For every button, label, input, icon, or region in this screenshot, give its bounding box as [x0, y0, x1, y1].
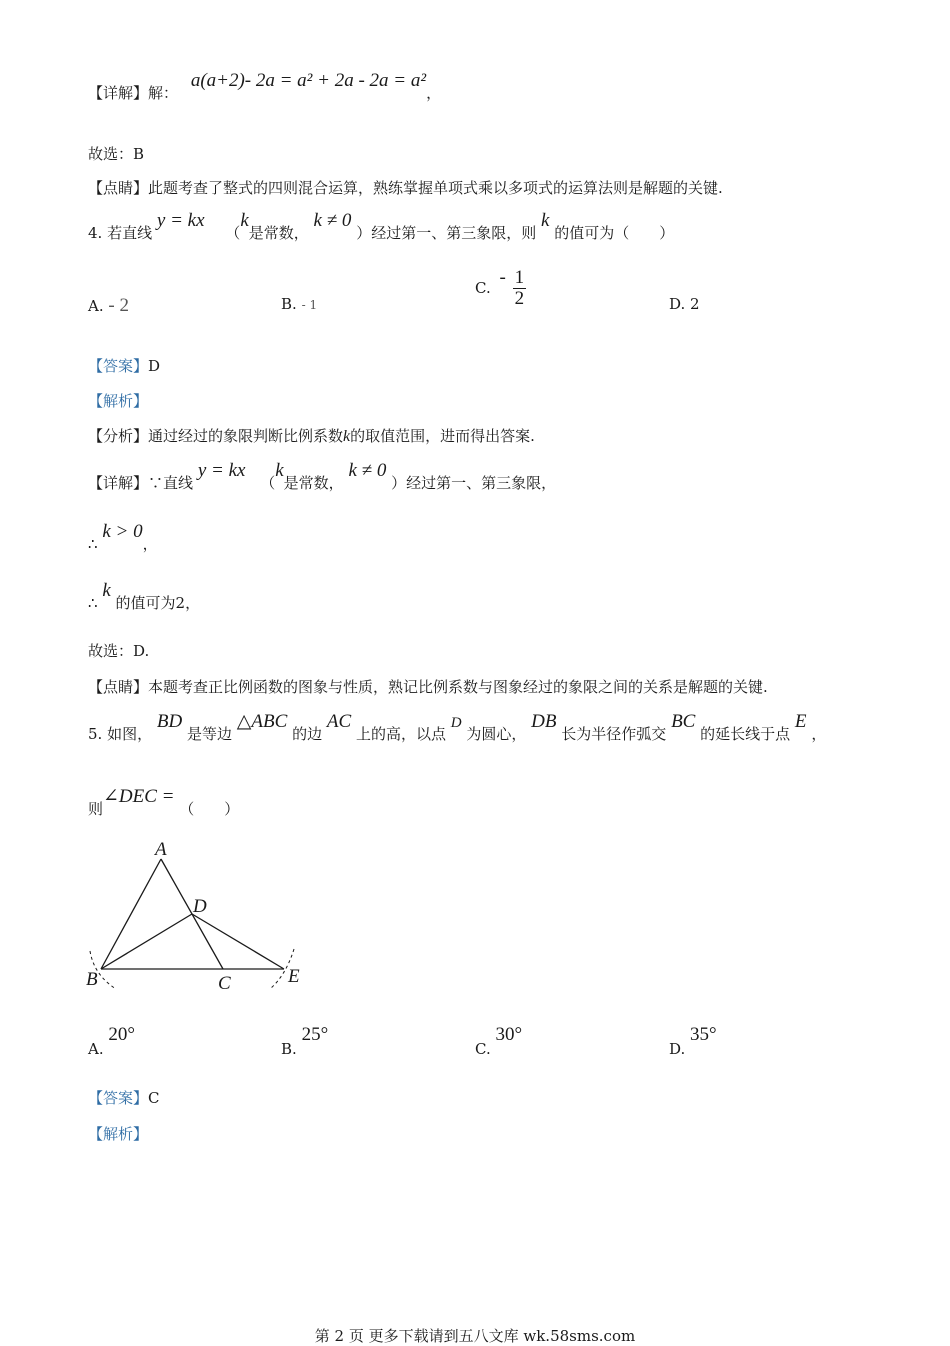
prev-choice: 故选：B	[88, 145, 145, 163]
q4-analysis-label: 【解析】	[88, 392, 149, 410]
q4-step2: ∴ k 的值可为2，	[88, 580, 201, 612]
q5-answer: 【答案】C	[88, 1089, 160, 1107]
segment-de	[192, 914, 284, 969]
label-e: E	[288, 966, 300, 987]
q4-fenxi: 【分析】通过经过的象限判断比例系数k的取值范围，进而得出答案.	[88, 427, 535, 445]
q4-option-c[interactable]: C. - $\frac{1}{2}$	[475, 267, 525, 309]
segment-bd	[101, 914, 192, 969]
detail-label: 【详解】	[88, 84, 149, 102]
q4-option-d[interactable]: D. 2	[669, 295, 700, 313]
q5-figure	[80, 835, 320, 1000]
prev-detail-line: 【详解】解： a(a+2)- 2a = a² + 2a - 2a = a²，	[88, 70, 442, 102]
q4-stem: 4. 若直线 y = kx （k是常数， k ≠ 0 ）经过第一、第三象限，则 k 的值可为（ ）	[88, 210, 675, 242]
q5-option-a[interactable]: A. 20°	[88, 1024, 135, 1058]
fraction: $\frac{1}{2}$	[514, 267, 525, 309]
label-c: C	[218, 973, 231, 994]
label-a: A	[155, 839, 167, 860]
q5-stem-line1: 5. 如图， BD 是等边 △ABC 的边 AC 上的高，以点 D 为圆心， DB 长为半径作弧交 BC 的延长线于点 E ，	[88, 711, 827, 743]
q5-analysis-label: 【解析】	[88, 1125, 149, 1143]
q4-comment: 【点睛】本题考查正比例函数的图象与性质，熟记比例系数与图象经过的象限之间的关系是解题的关键.	[88, 678, 768, 696]
q4-step1: ∴ k > 0，	[88, 521, 158, 553]
q5-option-b[interactable]: B. 25°	[281, 1024, 329, 1058]
label-d: D	[193, 896, 207, 917]
prev-comment: 【点睛】此题考查了整式的四则混合运算，熟练掌握单项式乘以多项式的运算法则是解题的关键.	[88, 179, 723, 197]
segment-ab	[101, 859, 161, 969]
page-footer: 第 2 页 更多下载请到五八文库 wk.58sms.com	[314, 1327, 636, 1345]
q4-detail: 【详解】∵直线 y = kx （k是常数， k ≠ 0 ）经过第一、第三象限，	[88, 460, 557, 492]
q5-option-d[interactable]: D. 35°	[669, 1024, 717, 1058]
q5-option-c[interactable]: C. 30°	[475, 1024, 523, 1058]
q4-choice: 故选：D.	[88, 642, 150, 660]
q4-answer: 【答案】D	[88, 357, 161, 375]
q4-option-a[interactable]: A. - 2	[88, 295, 129, 316]
q4-option-b[interactable]: B. - 1	[281, 295, 318, 313]
label-b: B	[86, 969, 98, 990]
prev-formula: a(a+2)- 2a = a² + 2a - 2a = a²	[190, 70, 427, 91]
q5-stem-line2: 则∠DEC = （ ）	[88, 786, 240, 818]
